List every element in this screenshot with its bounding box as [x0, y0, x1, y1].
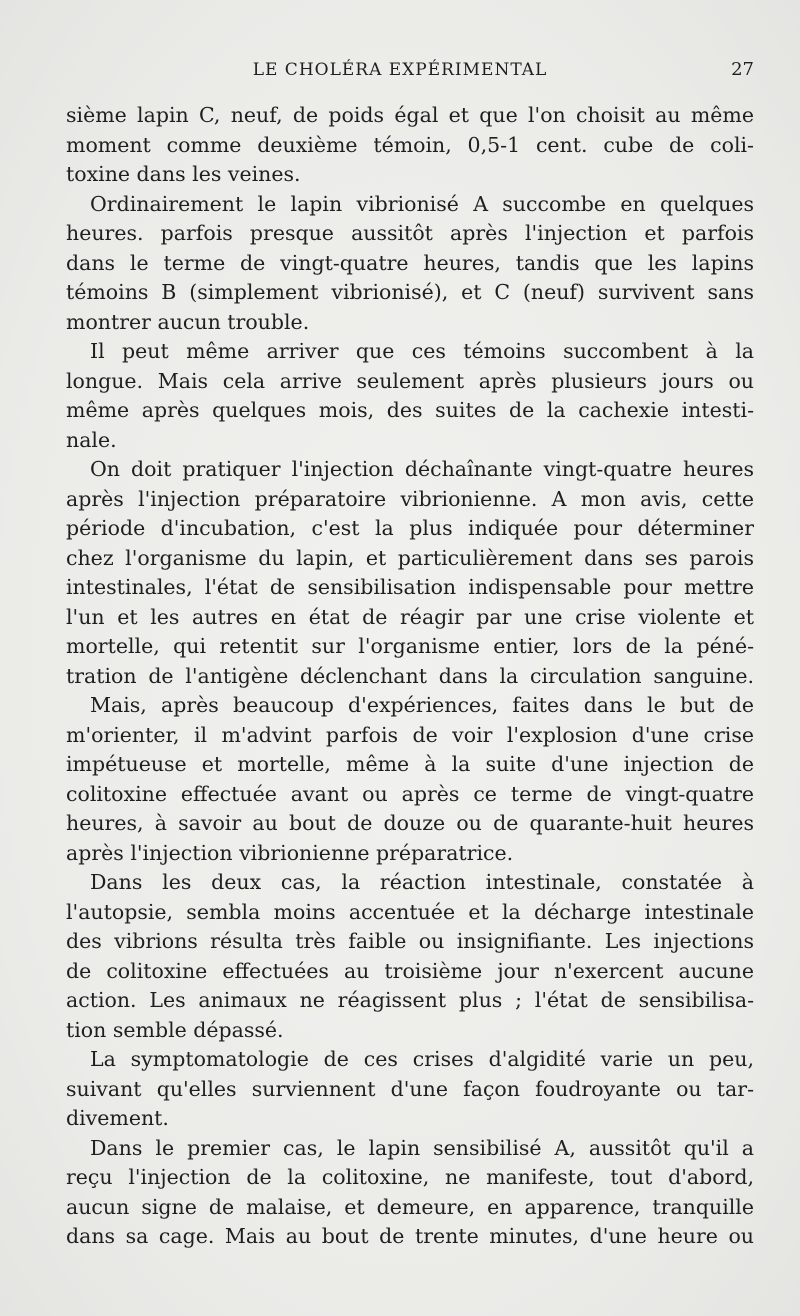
- text-line: Il peut même arriver que ces témoins succombent à la: [90, 339, 754, 363]
- running-head: [0, 58, 800, 82]
- text-line: mortelle, qui retentit sur l'organisme entier, lors de la péné-: [66, 634, 754, 658]
- text-line: Ordinairement le lapin vibrionisé A succombe en quelques: [90, 191, 754, 216]
- text-line: de colitoxine effectuées au troisième jour n'exercent aucune: [66, 958, 754, 983]
- page-number: 27: [731, 59, 754, 80]
- text-line: témoins B (simplement vibrionisé), et C (neuf) survivent sans: [66, 280, 754, 304]
- text-line: des vibrions résulta très faible ou insignifiante. Les injections: [66, 929, 754, 953]
- text-line: Dans les deux cas, la réaction intestinale, constatée à: [90, 870, 754, 894]
- text-line: après l'injection préparatoire vibrionienne. A mon avis, cette: [66, 486, 754, 511]
- text-line: l'autopsie, sembla moins accentuée et la décharge intestinale: [66, 899, 754, 924]
- text-line: heures, à savoir au bout de douze ou de quarante-huit heures: [66, 811, 754, 835]
- text-line: sième lapin C, neuf, de poids égal et que l'on choisit au même: [66, 103, 754, 127]
- text-line: période d'incubation, c'est la plus indiquée pour déterminer: [66, 516, 754, 540]
- text-line: longue. Mais cela arrive seulement après plusieurs jours ou: [66, 368, 754, 393]
- text-line: action. Les animaux ne réagissent plus ; l'état de sensibilisa-: [66, 988, 754, 1012]
- text-line: La symptomatologie de ces crises d'algidité varie un peu,: [90, 1047, 754, 1071]
- text-line: dans le terme de vingt-quatre heures, tandis que les lapins: [66, 250, 754, 275]
- running-title: LE CHOLÉRA EXPÉRIMENTAL: [252, 60, 548, 80]
- text-line: reçu l'injection de la colitoxine, ne manifeste, tout d'abord,: [66, 1165, 754, 1189]
- body-text: [66, 101, 754, 1252]
- text-line: aucun signe de malaise, et demeure, en apparence, tranquille: [66, 1194, 754, 1219]
- text-line: heures. parfois presque aussitôt après l'injection et parfois: [66, 221, 754, 245]
- text-line: l'un et les autres en état de réagir par une crise violente et: [66, 604, 754, 629]
- text-line: colitoxine effectuée avant ou après ce terme de vingt-quatre: [66, 781, 754, 806]
- text-line: toxine dans les veines.: [66, 162, 301, 186]
- text-line: après l'injection vibrionienne préparatrice.: [66, 840, 514, 865]
- text-line: moment comme deuxième témoin, 0,5-1 cent. cube de coli-: [66, 132, 754, 157]
- text-line: suivant qu'elles surviennent d'une façon foudroyante ou tar-: [66, 1076, 754, 1101]
- text-line: même après quelques mois, des suites de la cachexie intesti-: [66, 398, 754, 422]
- text-line: tion semble dépassé.: [66, 1017, 284, 1042]
- text-line: nale.: [66, 427, 117, 452]
- text-line: tration de l'antigène déclenchant dans la circulation sanguine.: [66, 663, 754, 688]
- text-line: impétueuse et mortelle, même à la suite d'une injection de: [66, 752, 754, 776]
- text-line: m'orienter, il m'advint parfois de voir l'explosion d'une crise: [66, 722, 754, 747]
- text-line: intestinales, l'état de sensibilisation indispensable pour mettre: [66, 575, 754, 599]
- text-line: Dans le premier cas, le lapin sensibilisé A, aussitôt qu'il a: [90, 1135, 754, 1160]
- text-line: divement.: [66, 1106, 169, 1130]
- text-line: On doit pratiquer l'injection déchaînante vingt-quatre heures: [90, 457, 754, 481]
- text-line: Mais, après beaucoup d'expériences, faites dans le but de: [90, 693, 754, 717]
- text-line: dans sa cage. Mais au bout de trente minutes, d'une heure ou: [66, 1224, 754, 1248]
- text-line: chez l'organisme du lapin, et particulièrement dans ses parois: [66, 545, 754, 570]
- text-line: montrer aucun trouble.: [66, 309, 310, 334]
